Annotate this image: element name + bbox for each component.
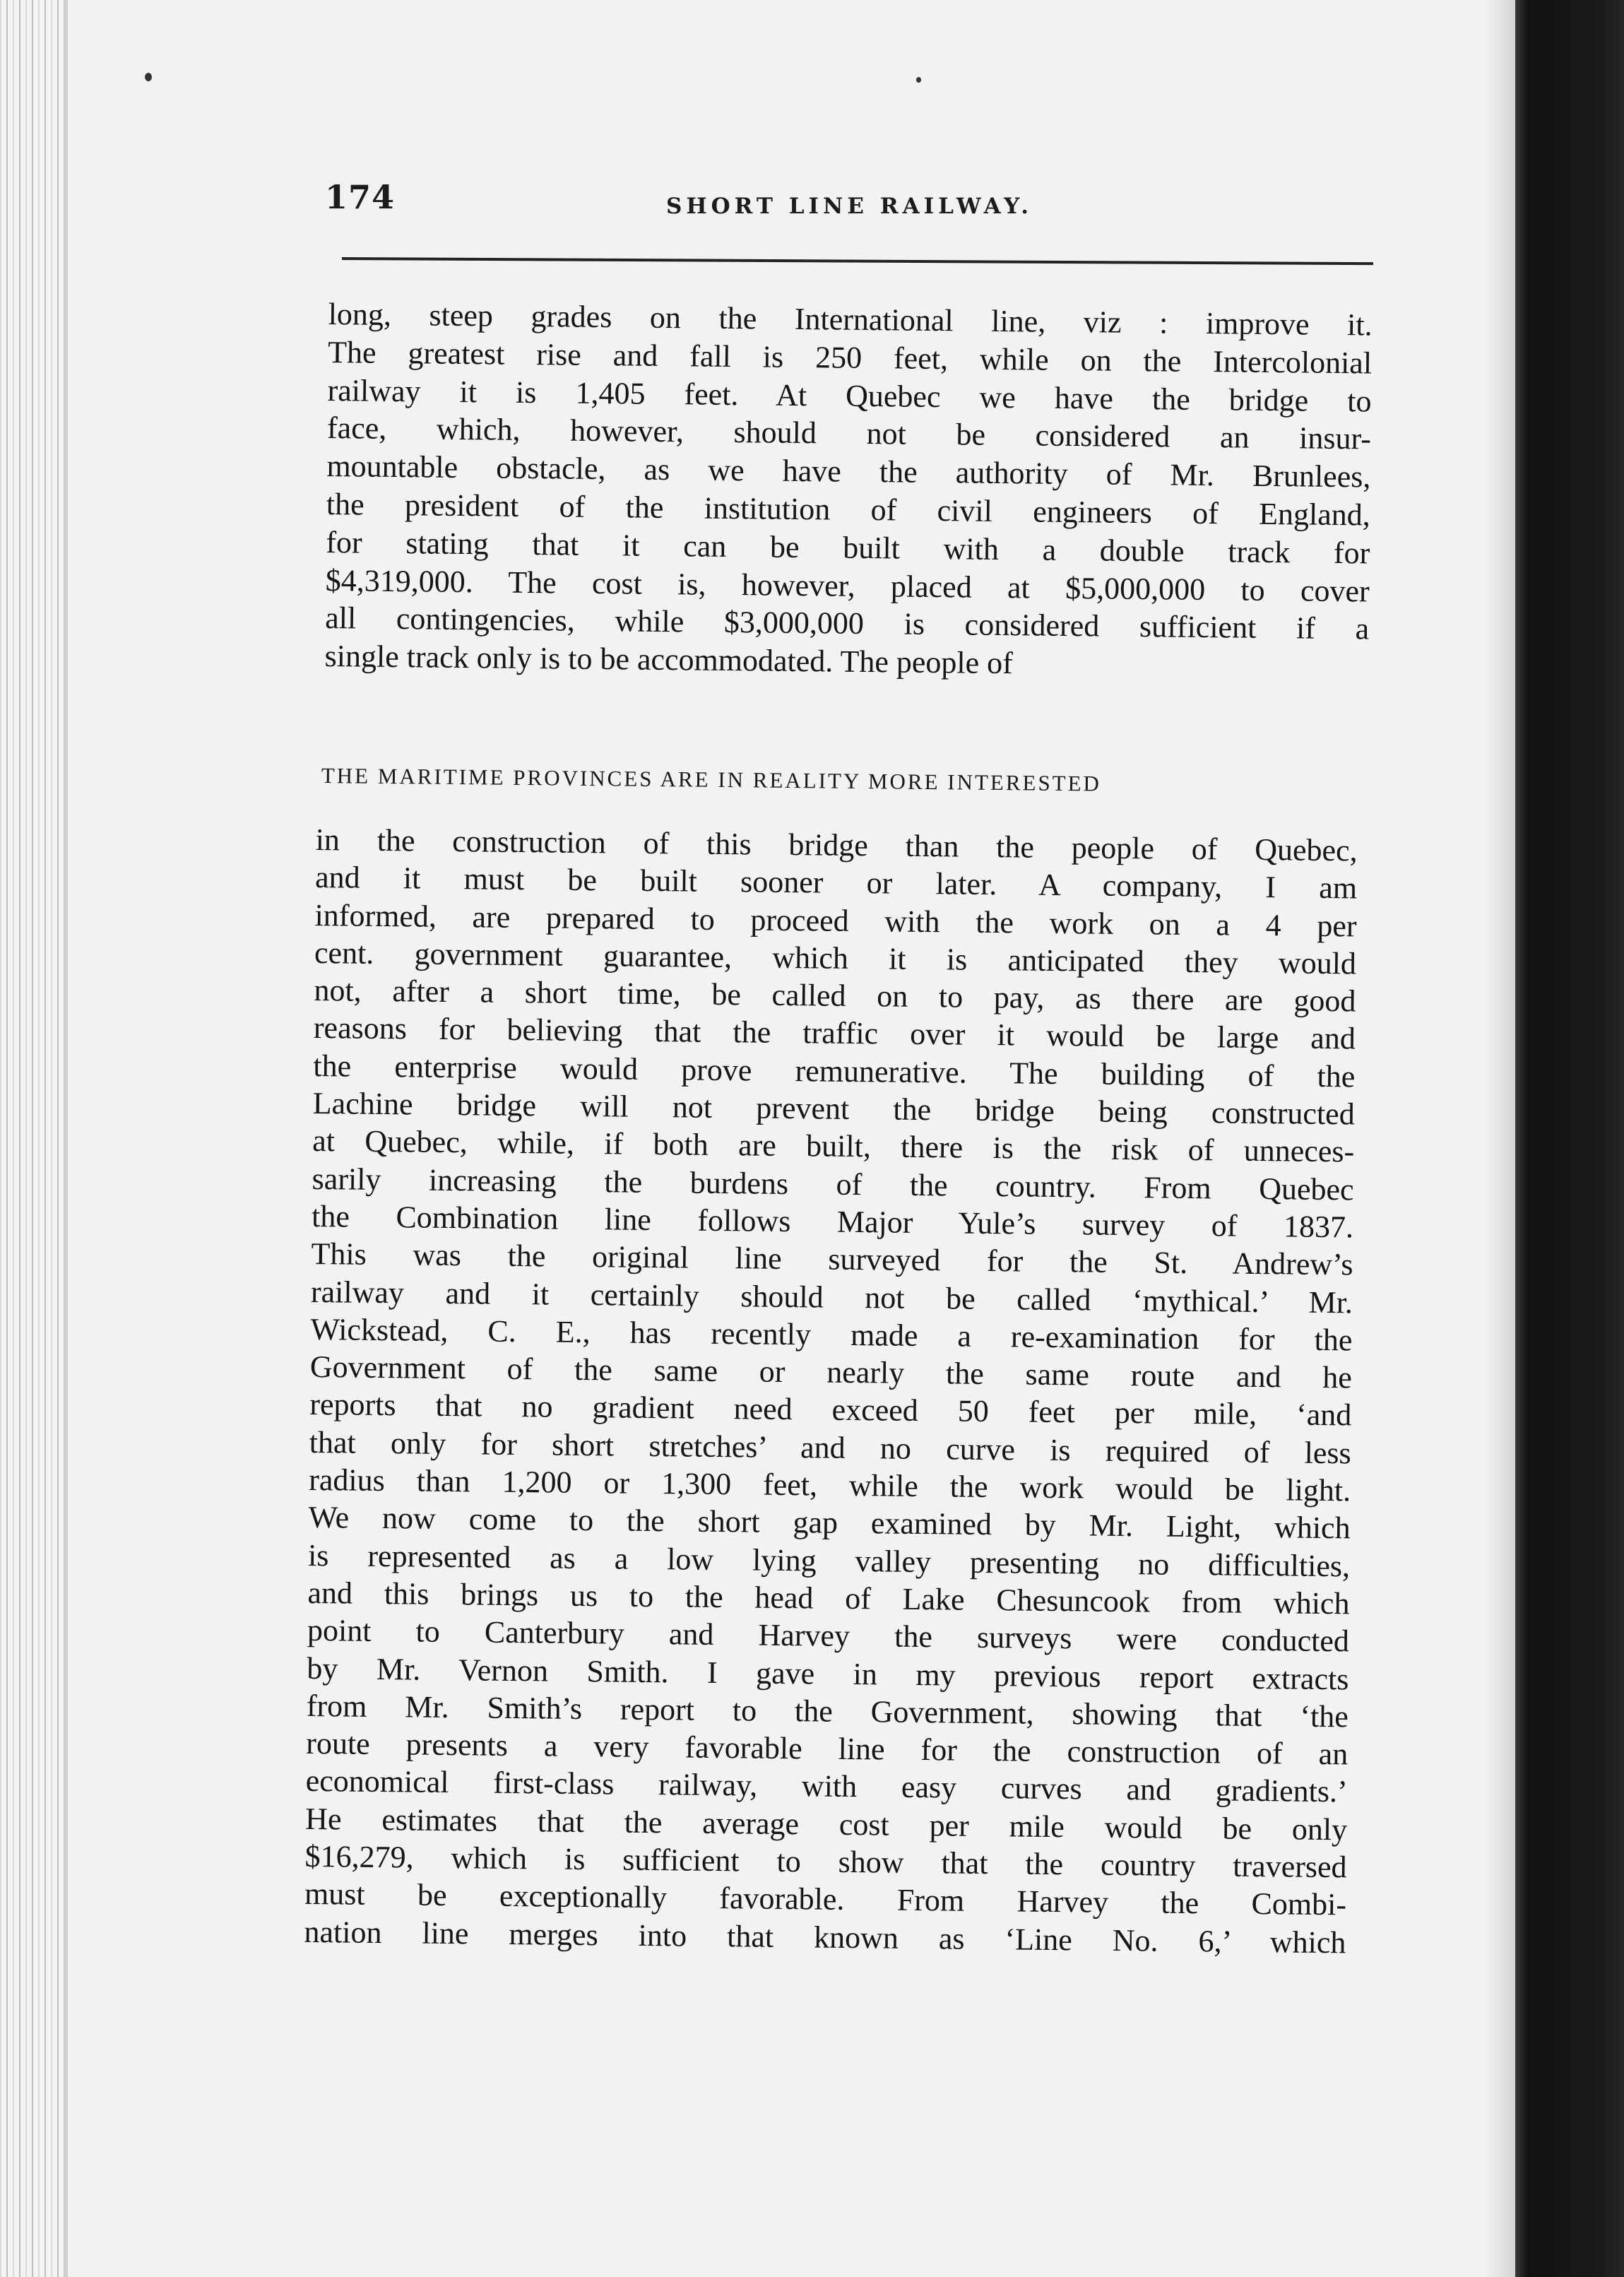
text-line: Wickstead, C. E., has recently made a re-examination for the: [310, 1311, 1353, 1358]
text-line: and this brings us to the head of Lake Chesuncook from which: [307, 1575, 1350, 1621]
text-line: $16,279, which is sufficient to show that the country traversed: [304, 1838, 1347, 1885]
text-line: This was the original line surveyed for the St. Andrew’s: [311, 1236, 1353, 1282]
text-line: the president of the institution of civil engineers of England,: [326, 486, 1371, 533]
text-line: in the construction of this bridge than the people of Quebec,: [315, 822, 1358, 868]
text-line: radius than 1,200 or 1,300 feet, while the work would be light.: [308, 1462, 1351, 1508]
page-stack-edge: [0, 0, 64, 2277]
section-heading: THE MARITIME PROVINCES ARE IN REALITY MORE INTERESTED: [321, 763, 1102, 796]
text-line: railway and it certainly should not be called ‘mythical.’ Mr.: [310, 1274, 1353, 1320]
text-line: mountable obstacle, as we have the authority of Mr. Brunlees,: [326, 449, 1371, 495]
book-binding: [1515, 0, 1624, 2277]
text-line: from Mr. Smith’s report to the Government, showing that ‘the: [306, 1688, 1349, 1734]
text-line: the Combination line follows Major Yule’s survey of 1837.: [311, 1198, 1354, 1245]
text-line: Government of the same or nearly the same route and he: [309, 1349, 1353, 1395]
text-line: must be exceptionally favorable. From Harvey the Combi-: [304, 1876, 1347, 1922]
text-line: informed, are prepared to proceed with the work on a 4 per: [314, 897, 1357, 944]
text-line: sarily increasing the burdens of the country. From Quebec: [312, 1161, 1354, 1207]
text-line: for stating that it can be built with a double track for: [326, 524, 1370, 571]
text-line: single track only is to be accommodated. The people of: [324, 639, 1014, 681]
text-line: railway it is 1,405 feet. At Quebec we have the bridge to: [327, 372, 1372, 419]
ink-speck: [145, 73, 152, 81]
text-line: reports that no gradient need exceed 50 feet per mile, ‘and: [309, 1387, 1352, 1433]
text-line: at Quebec, while, if both are built, there is the risk of unneces-: [312, 1123, 1355, 1169]
text-line: He estimates that the average cost per mile would be only: [304, 1801, 1348, 1847]
text-line: $4,319,000. The cost is, however, placed at $5,000,000 to cover: [325, 562, 1370, 609]
text-line: cent. government guarantee, which it is anticipated they would: [314, 935, 1357, 981]
text-line: Lachine bridge will not prevent the bridge being constructed: [312, 1086, 1355, 1132]
text-line: is represented as a low lying valley presenting no difficulties,: [307, 1537, 1351, 1584]
page-stack-edge-inner: [64, 0, 68, 2277]
text-line: nation line merges into that known as ‘Line No. 6,’ which: [304, 1914, 1346, 1960]
text-line: We now come to the short gap examined by Mr. Light, which: [308, 1500, 1351, 1546]
text-line: face, which, however, should not be considered an insur-: [326, 410, 1372, 456]
text-line: route presents a very favorable line for the construction of an: [306, 1726, 1349, 1772]
ink-speck: [916, 77, 921, 83]
text-line: by Mr. Vernon Smith. I gave in my previous report extracts: [307, 1650, 1349, 1696]
running-head: SHORT LINE RAILWAY.: [666, 194, 1033, 219]
page-number: 174: [325, 178, 396, 216]
text-line: that only for short stretches’ and no curve is required of less: [309, 1424, 1351, 1471]
text-line: long, steep grades on the International line, viz : improve it.: [328, 296, 1373, 343]
text-line: point to Canterbury and Harvey the surveys were conducted: [307, 1613, 1350, 1659]
text-line: not, after a short time, be called on to pay, as there are good: [314, 973, 1356, 1019]
gutter-shadow: [1483, 0, 1515, 2277]
text-line: reasons for believing that the traffic over it would be large and: [313, 1010, 1356, 1056]
text-line: and it must be built sooner or later. A company, I am: [314, 860, 1358, 906]
text-line: The greatest rise and fall is 250 feet, while on the Intercolonial: [327, 334, 1373, 381]
text-line: all contingencies, while $3,000,000 is considered sufficient if a: [324, 601, 1370, 646]
paragraph-body: [304, 821, 1358, 1961]
text-line: the enterprise would prove remunerative. The building of the: [313, 1048, 1356, 1094]
text-line: economical first-class railway, with easy curves and gradients.’: [305, 1763, 1348, 1809]
page-header: [325, 178, 1392, 227]
paragraph-continuation: [324, 295, 1373, 686]
